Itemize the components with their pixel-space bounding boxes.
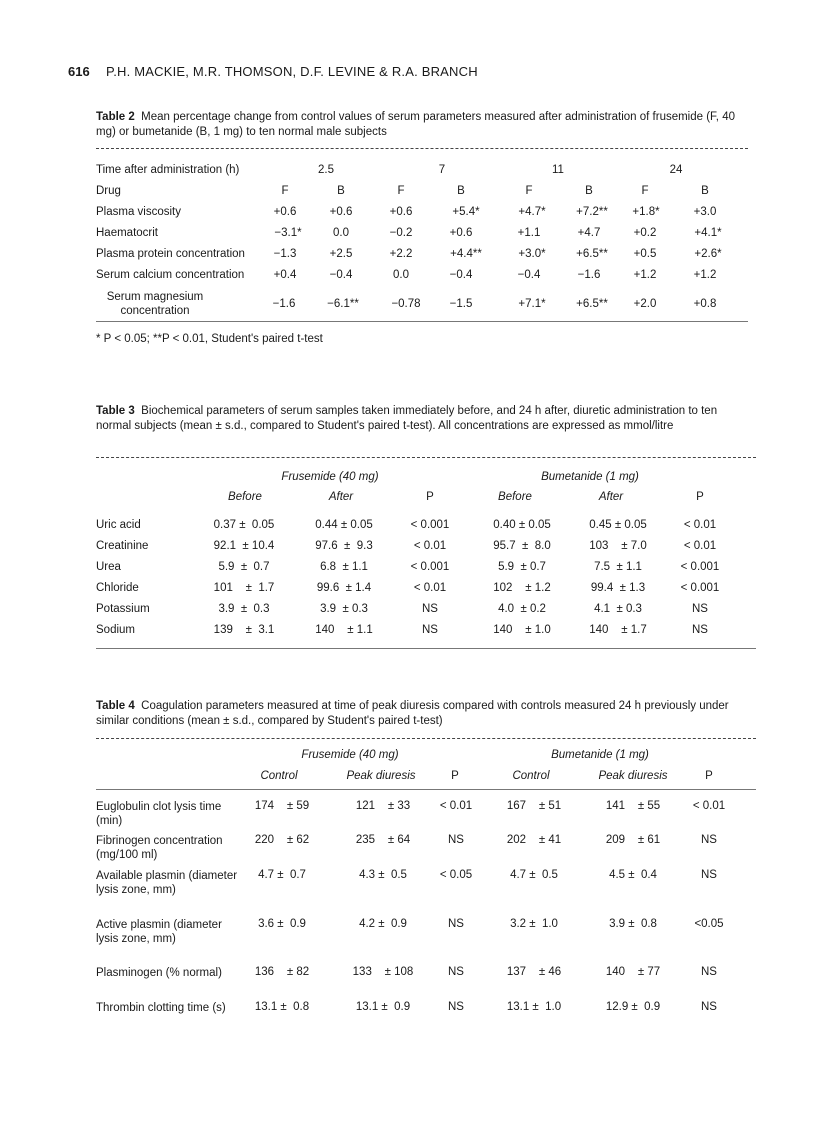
cell: < 0.01 [683,519,717,531]
table4-sub-header: P [451,770,459,782]
table2-drug-header: B [337,185,345,197]
cell: < 0.001 [680,561,720,573]
cell: +4.7* [518,206,546,218]
table2-footnote: * P < 0.05; **P < 0.01, Student's paired t-test [96,333,323,345]
cell: 4.7 ± 0.7 [258,869,306,881]
table2-drug-label: Drug [96,185,121,197]
cell: +4.4** [450,248,482,260]
row-label: Potassium [96,603,150,615]
cell: 97.6 ± 9.3 [315,540,373,552]
cell: +0.8 [693,298,717,310]
table4-label: Table 4 [96,700,135,712]
table4-sub-header: Peak diuresis [598,770,668,782]
row-label: Creatinine [96,540,149,552]
cell: +0.2 [633,227,657,239]
cell: −0.4 [449,269,473,281]
cell: 220 ± 62 [254,834,310,846]
cell: 3.2 ± 1.0 [510,918,558,930]
cell: 137 ± 46 [506,966,562,978]
row-label: Haematocrit [96,227,158,239]
cell: NS [692,603,708,615]
table2-drug-header: F [397,185,405,197]
table3-caption-text: Biochemical parameters of serum samples taken immediately before, and 24 h after, diuretic administration to ten normal subjects (mean ± s.d., compared to Student's paired t-test). All concentrations are expressed as mmol/litre [96,405,718,432]
cell: < 0.01 [692,800,726,812]
cell: NS [701,834,717,846]
table2-drug-header: F [525,185,533,197]
table3-group-bumetanide: Bumetanide (1 mg) [541,471,639,483]
cell: +1.8* [632,206,660,218]
cell: 3.9 ± 0.3 [320,603,368,615]
cell: +0.6 [273,206,297,218]
cell: 13.1 ± 1.0 [506,1001,562,1013]
table4-caption-text: Coagulation parameters measured at time of peak diuresis compared with controls measured 24 h previously under similar conditions (mean ± s.d., compared by Student's paired t-test) [96,700,729,727]
cell: 0.0 [333,227,349,239]
cell: <0.05 [694,918,724,930]
table2-caption-text: Mean percentage change from control values of serum parameters measured after administration of frusemide (F, 40 mg) or bumetanide (B, 1 mg) to ten normal male subjects [96,111,735,138]
cell: 140 ± 1.0 [493,624,551,636]
table2-time-2-5: 2.5 [318,164,334,176]
page-number: 616 [68,64,90,79]
cell: +1.1 [517,227,541,239]
cell: +0.4 [273,269,297,281]
cell: −0.78 [391,298,421,310]
cell: 6.8 ± 1.1 [320,561,368,573]
cell: 12.9 ± 0.9 [605,1001,661,1013]
cell: 140 ± 1.1 [315,624,373,636]
cell: 202 ± 41 [506,834,562,846]
table3-top-rule [96,457,756,458]
table3-sub-header: After [598,491,624,503]
cell: +1.2 [633,269,657,281]
cell: 13.1 ± 0.8 [254,1001,310,1013]
row-label: Urea [96,561,121,573]
cell: 103 ± 7.0 [589,540,647,552]
table2-drug-header: B [457,185,465,197]
table4-sub-header: Peak diuresis [346,770,416,782]
row-label: Active plasmin (diameter lysis zone, mm) [96,919,222,945]
cell: 7.5 ± 1.1 [594,561,642,573]
cell: < 0.001 [410,561,450,573]
cell: 4.0 ± 0.2 [498,603,546,615]
cell: NS [448,1001,464,1013]
row-label: Available plasmin (diameter lysis zone, mm) [96,870,238,896]
running-head-authors: P.H. MACKIE, M.R. THOMSON, D.F. LEVINE & R.A. BRANCH [106,64,478,79]
cell: +2.5 [329,248,353,260]
table4-top-rule [96,738,756,739]
table3-sub-header: After [328,491,354,503]
table4-sub-header: P [705,770,713,782]
cell: 3.6 ± 0.9 [258,918,306,930]
cell: +4.7 [577,227,601,239]
table2-drug-header: B [585,185,593,197]
row-label: Serum calcium concentration [96,269,245,281]
cell: 101 ± 1.7 [213,582,275,594]
cell: 209 ± 61 [605,834,661,846]
row-label: Fibrinogen concentration (mg/100 ml) [96,835,223,861]
cell: NS [701,1001,717,1013]
cell: +7.1* [518,298,546,310]
cell: +6.5** [576,298,608,310]
cell: 4.1 ± 0.3 [594,603,642,615]
cell: NS [422,603,438,615]
cell: +2.0 [633,298,657,310]
table4-sub-header: Control [512,770,550,782]
row-label: Serum magnesium concentration [106,291,204,317]
table4-group-frusemide: Frusemide (40 mg) [301,749,399,761]
cell: < 0.01 [683,540,717,552]
table3-group-frusemide: Frusemide (40 mg) [281,471,379,483]
cell: NS [692,624,708,636]
cell: 4.5 ± 0.4 [609,869,657,881]
row-label: Sodium [96,624,135,636]
cell: 4.2 ± 0.9 [359,918,407,930]
row-label: Plasma protein concentration [96,248,245,260]
cell: −0.2 [389,227,413,239]
table2-drug-header: F [641,185,649,197]
table2-caption [96,110,744,140]
cell: −0.4 [517,269,541,281]
table3-caption [96,404,744,434]
cell: −6.1** [327,298,359,310]
table2-drug-header: B [701,185,709,197]
cell: NS [448,966,464,978]
cell: < 0.01 [439,800,473,812]
cell: 3.9 ± 0.3 [218,603,270,615]
cell: 139 ± 3.1 [213,624,275,636]
table2-top-rule [96,148,748,149]
cell: 3.9 ± 0.8 [609,918,657,930]
cell: +4.1* [694,227,722,239]
cell: 5.9 ± 0.7 [498,561,546,573]
cell: 235 ± 64 [355,834,411,846]
table3-sub-header: Before [498,491,532,503]
cell: < 0.001 [680,582,720,594]
row-label: Plasma viscosity [96,206,181,218]
row-label: Uric acid [96,519,141,531]
table2-time-24: 24 [669,164,683,176]
cell: 5.9 ± 0.7 [218,561,270,573]
cell: +0.6 [329,206,353,218]
table2-bottom-rule [96,321,748,322]
cell: 0.45 ± 0.05 [589,519,647,531]
cell: 140 ± 77 [605,966,661,978]
cell: < 0.01 [413,582,447,594]
table3-sub-header: P [696,491,704,503]
cell: 174 ± 59 [254,800,310,812]
table4-header-rule [96,789,756,790]
cell: +3.0 [693,206,717,218]
cell: +7.2** [576,206,608,218]
cell: 141 ± 55 [605,800,661,812]
table2-time-label: Time after administration (h) [96,164,240,176]
table4-sub-header: Control [260,770,298,782]
cell: −0.4 [329,269,353,281]
table2-drug-header: F [281,185,289,197]
cell: +0.6 [449,227,473,239]
table2-label: Table 2 [96,111,135,123]
cell: NS [701,966,717,978]
cell: 136 ± 82 [254,966,310,978]
cell: 121 ± 33 [355,800,411,812]
cell: −1.6 [577,269,601,281]
cell: 13.1 ± 0.9 [355,1001,411,1013]
cell: −1.5 [449,298,473,310]
cell: −3.1* [274,227,302,239]
table3-label: Table 3 [96,405,135,417]
cell: NS [701,869,717,881]
cell: NS [422,624,438,636]
cell: 102 ± 1.2 [493,582,551,594]
table3-bottom-rule [96,648,756,649]
cell: +3.0* [518,248,546,260]
cell: 133 ± 108 [352,966,414,978]
row-label: Chloride [96,582,139,594]
table4-caption [96,699,744,729]
cell: < 0.05 [439,869,473,881]
cell: < 0.01 [413,540,447,552]
cell: 4.3 ± 0.5 [359,869,407,881]
cell: 0.0 [393,269,409,281]
cell: +0.6 [389,206,413,218]
cell: 0.40 ± 0.05 [493,519,551,531]
cell: 4.7 ± 0.5 [510,869,558,881]
cell: 140 ± 1.7 [589,624,647,636]
cell: 0.44 ± 0.05 [315,519,373,531]
cell: +0.5 [633,248,657,260]
cell: 95.7 ± 8.0 [493,540,551,552]
cell: +6.5** [576,248,608,260]
table3-sub-header: Before [228,491,262,503]
cell: < 0.001 [410,519,450,531]
row-label: Thrombin clotting time (s) [96,1002,226,1014]
cell: 92.1 ± 10.4 [213,540,275,552]
cell: NS [448,834,464,846]
row-label: Plasminogen (% normal) [96,967,222,979]
cell: 167 ± 51 [506,800,562,812]
table2-time-7: 7 [438,164,446,176]
cell: +2.6* [694,248,722,260]
cell: NS [448,918,464,930]
cell: 99.6 ± 1.4 [316,582,372,594]
table2-time-11: 11 [552,164,564,176]
row-label: Euglobulin clot lysis time (min) [96,801,222,827]
cell: +2.2 [389,248,413,260]
table4-group-bumetanide: Bumetanide (1 mg) [551,749,649,761]
cell: +1.2 [693,269,717,281]
cell: +5.4* [452,206,480,218]
cell: 99.4 ± 1.3 [590,582,646,594]
cell: −1.3 [273,248,297,260]
table3-sub-header: P [426,491,434,503]
cell: 0.37 ± 0.05 [213,519,275,531]
cell: −1.6 [272,298,296,310]
